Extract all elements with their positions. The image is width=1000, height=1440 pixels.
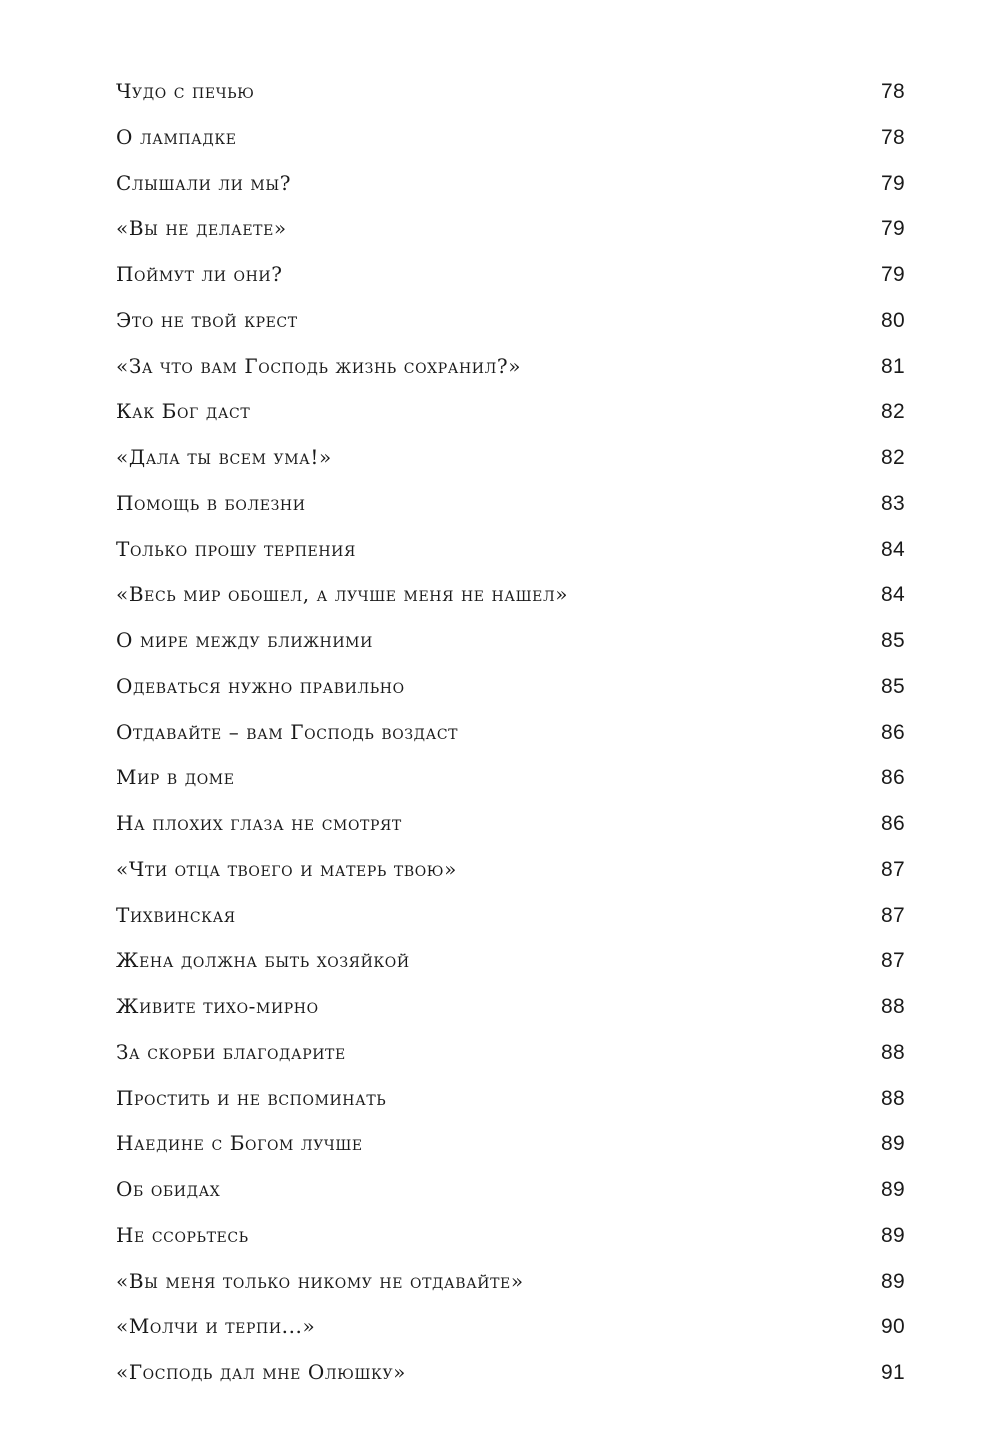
entry-title: Одеваться нужно правильно (116, 673, 405, 698)
toc-entry[interactable] (116, 206, 905, 252)
entry-title: Об обидах (116, 1177, 221, 1201)
toc-entry[interactable] (116, 1350, 905, 1396)
entry-title: «Вы меня только никому не отдавайте» (116, 1268, 524, 1293)
entry-page-number: 78 (881, 125, 905, 149)
entry-page-number: 79 (881, 263, 905, 286)
entry-title: Живите тихо-мирно (116, 994, 319, 1018)
entry-page-number: 87 (881, 949, 905, 973)
entry-page-number: 79 (881, 217, 905, 241)
entry-title: О мире между ближними (116, 628, 373, 652)
toc-entry[interactable] (116, 344, 905, 390)
toc-entry[interactable] (116, 984, 905, 1030)
entry-page-number: 84 (881, 583, 905, 607)
entry-title: Не ссорьтесь (116, 1222, 249, 1247)
entry-title: За скорби благодарите (116, 1039, 346, 1064)
toc-entry[interactable] (116, 161, 905, 207)
entry-title: Мир в доме (116, 765, 235, 790)
entry-title: Тихвинская (116, 902, 236, 927)
entry-page-number: 90 (881, 1315, 905, 1339)
entry-page-number: 89 (881, 1132, 905, 1156)
entry-page-number: 87 (881, 903, 905, 927)
toc-entry[interactable] (116, 481, 905, 527)
entry-title: Наедине с Богом лучше (116, 1131, 363, 1156)
toc-entry[interactable] (116, 893, 905, 939)
toc-entry[interactable] (116, 1121, 905, 1167)
entry-page-number: 87 (881, 857, 905, 881)
entry-title: «Чти отца твоего и матерь твою» (116, 856, 457, 881)
entry-page-number: 80 (881, 308, 905, 332)
entry-title: Отдавайте – вам Господь воздаст (116, 719, 459, 744)
entry-title: «Дала ты всем ума!» (116, 445, 332, 469)
entry-title: Жена должна быть хозяйкой (116, 948, 410, 973)
toc-entry[interactable] (116, 938, 905, 984)
toc-entry[interactable] (116, 1076, 905, 1122)
entry-title: Помощь в болезни (116, 490, 306, 515)
toc-entry[interactable] (116, 847, 905, 893)
entry-page-number: 78 (881, 80, 905, 103)
toc-entry[interactable] (116, 435, 905, 481)
toc-entry[interactable] (116, 252, 905, 298)
entry-page-number: 88 (881, 1040, 905, 1064)
entry-page-number: 91 (881, 1361, 905, 1384)
entry-page-number: 82 (881, 446, 905, 469)
entry-page-number: 82 (881, 400, 905, 424)
entry-page-number: 85 (881, 674, 905, 698)
toc-entry[interactable] (116, 115, 905, 161)
toc-entry[interactable] (116, 1304, 905, 1350)
entry-page-number: 89 (881, 1269, 905, 1293)
entry-page-number: 88 (881, 995, 905, 1018)
toc-entry[interactable] (116, 572, 905, 618)
entry-page-number: 84 (881, 537, 905, 561)
entry-title: Простить и не вспоминать (116, 1085, 387, 1110)
entry-title: «Молчи и терпи...» (116, 1314, 316, 1339)
toc-entry[interactable] (116, 1213, 905, 1259)
entry-title: О лампадке (116, 124, 237, 149)
entry-page-number: 86 (881, 720, 905, 744)
toc-entry[interactable] (116, 1167, 905, 1213)
entry-page-number: 79 (881, 171, 905, 195)
entry-page-number: 86 (881, 812, 905, 835)
entry-page-number: 85 (881, 629, 905, 652)
entry-title: «Вы не делаете» (116, 216, 287, 241)
entry-title: «Весь мир обошел, а лучше меня не нашел» (116, 582, 569, 607)
entry-title: На плохих глаза не смотрят (116, 811, 402, 835)
toc-entry[interactable] (116, 1030, 905, 1076)
toc-entry[interactable] (116, 710, 905, 756)
entry-page-number: 81 (881, 354, 905, 378)
entry-title: Только прошу терпения (116, 536, 356, 561)
table-of-contents (116, 69, 905, 1396)
entry-title: Поймут ли они? (116, 262, 283, 286)
toc-entry[interactable] (116, 298, 905, 344)
toc-entry[interactable] (116, 69, 905, 115)
toc-entry[interactable] (116, 618, 905, 664)
entry-title: «Господь дал мне Олюшку» (116, 1360, 407, 1384)
entry-title: Чудо с печью (116, 79, 255, 103)
entry-page-number: 88 (881, 1086, 905, 1110)
entry-title: «За что вам Господь жизнь сохранил?» (116, 353, 522, 378)
toc-entry[interactable] (116, 664, 905, 710)
entry-page-number: 83 (881, 491, 905, 515)
toc-entry[interactable] (116, 1259, 905, 1305)
toc-entry[interactable] (116, 755, 905, 801)
toc-entry[interactable] (116, 527, 905, 573)
toc-entry[interactable] (116, 801, 905, 847)
entry-page-number: 89 (881, 1223, 905, 1247)
entry-page-number: 86 (881, 766, 905, 790)
entry-page-number: 89 (881, 1178, 905, 1201)
entry-title: Слышали ли мы? (116, 170, 292, 195)
entry-title: Как Бог даст (116, 399, 251, 424)
toc-entry[interactable] (116, 389, 905, 435)
entry-title: Это не твой крест (116, 307, 298, 332)
